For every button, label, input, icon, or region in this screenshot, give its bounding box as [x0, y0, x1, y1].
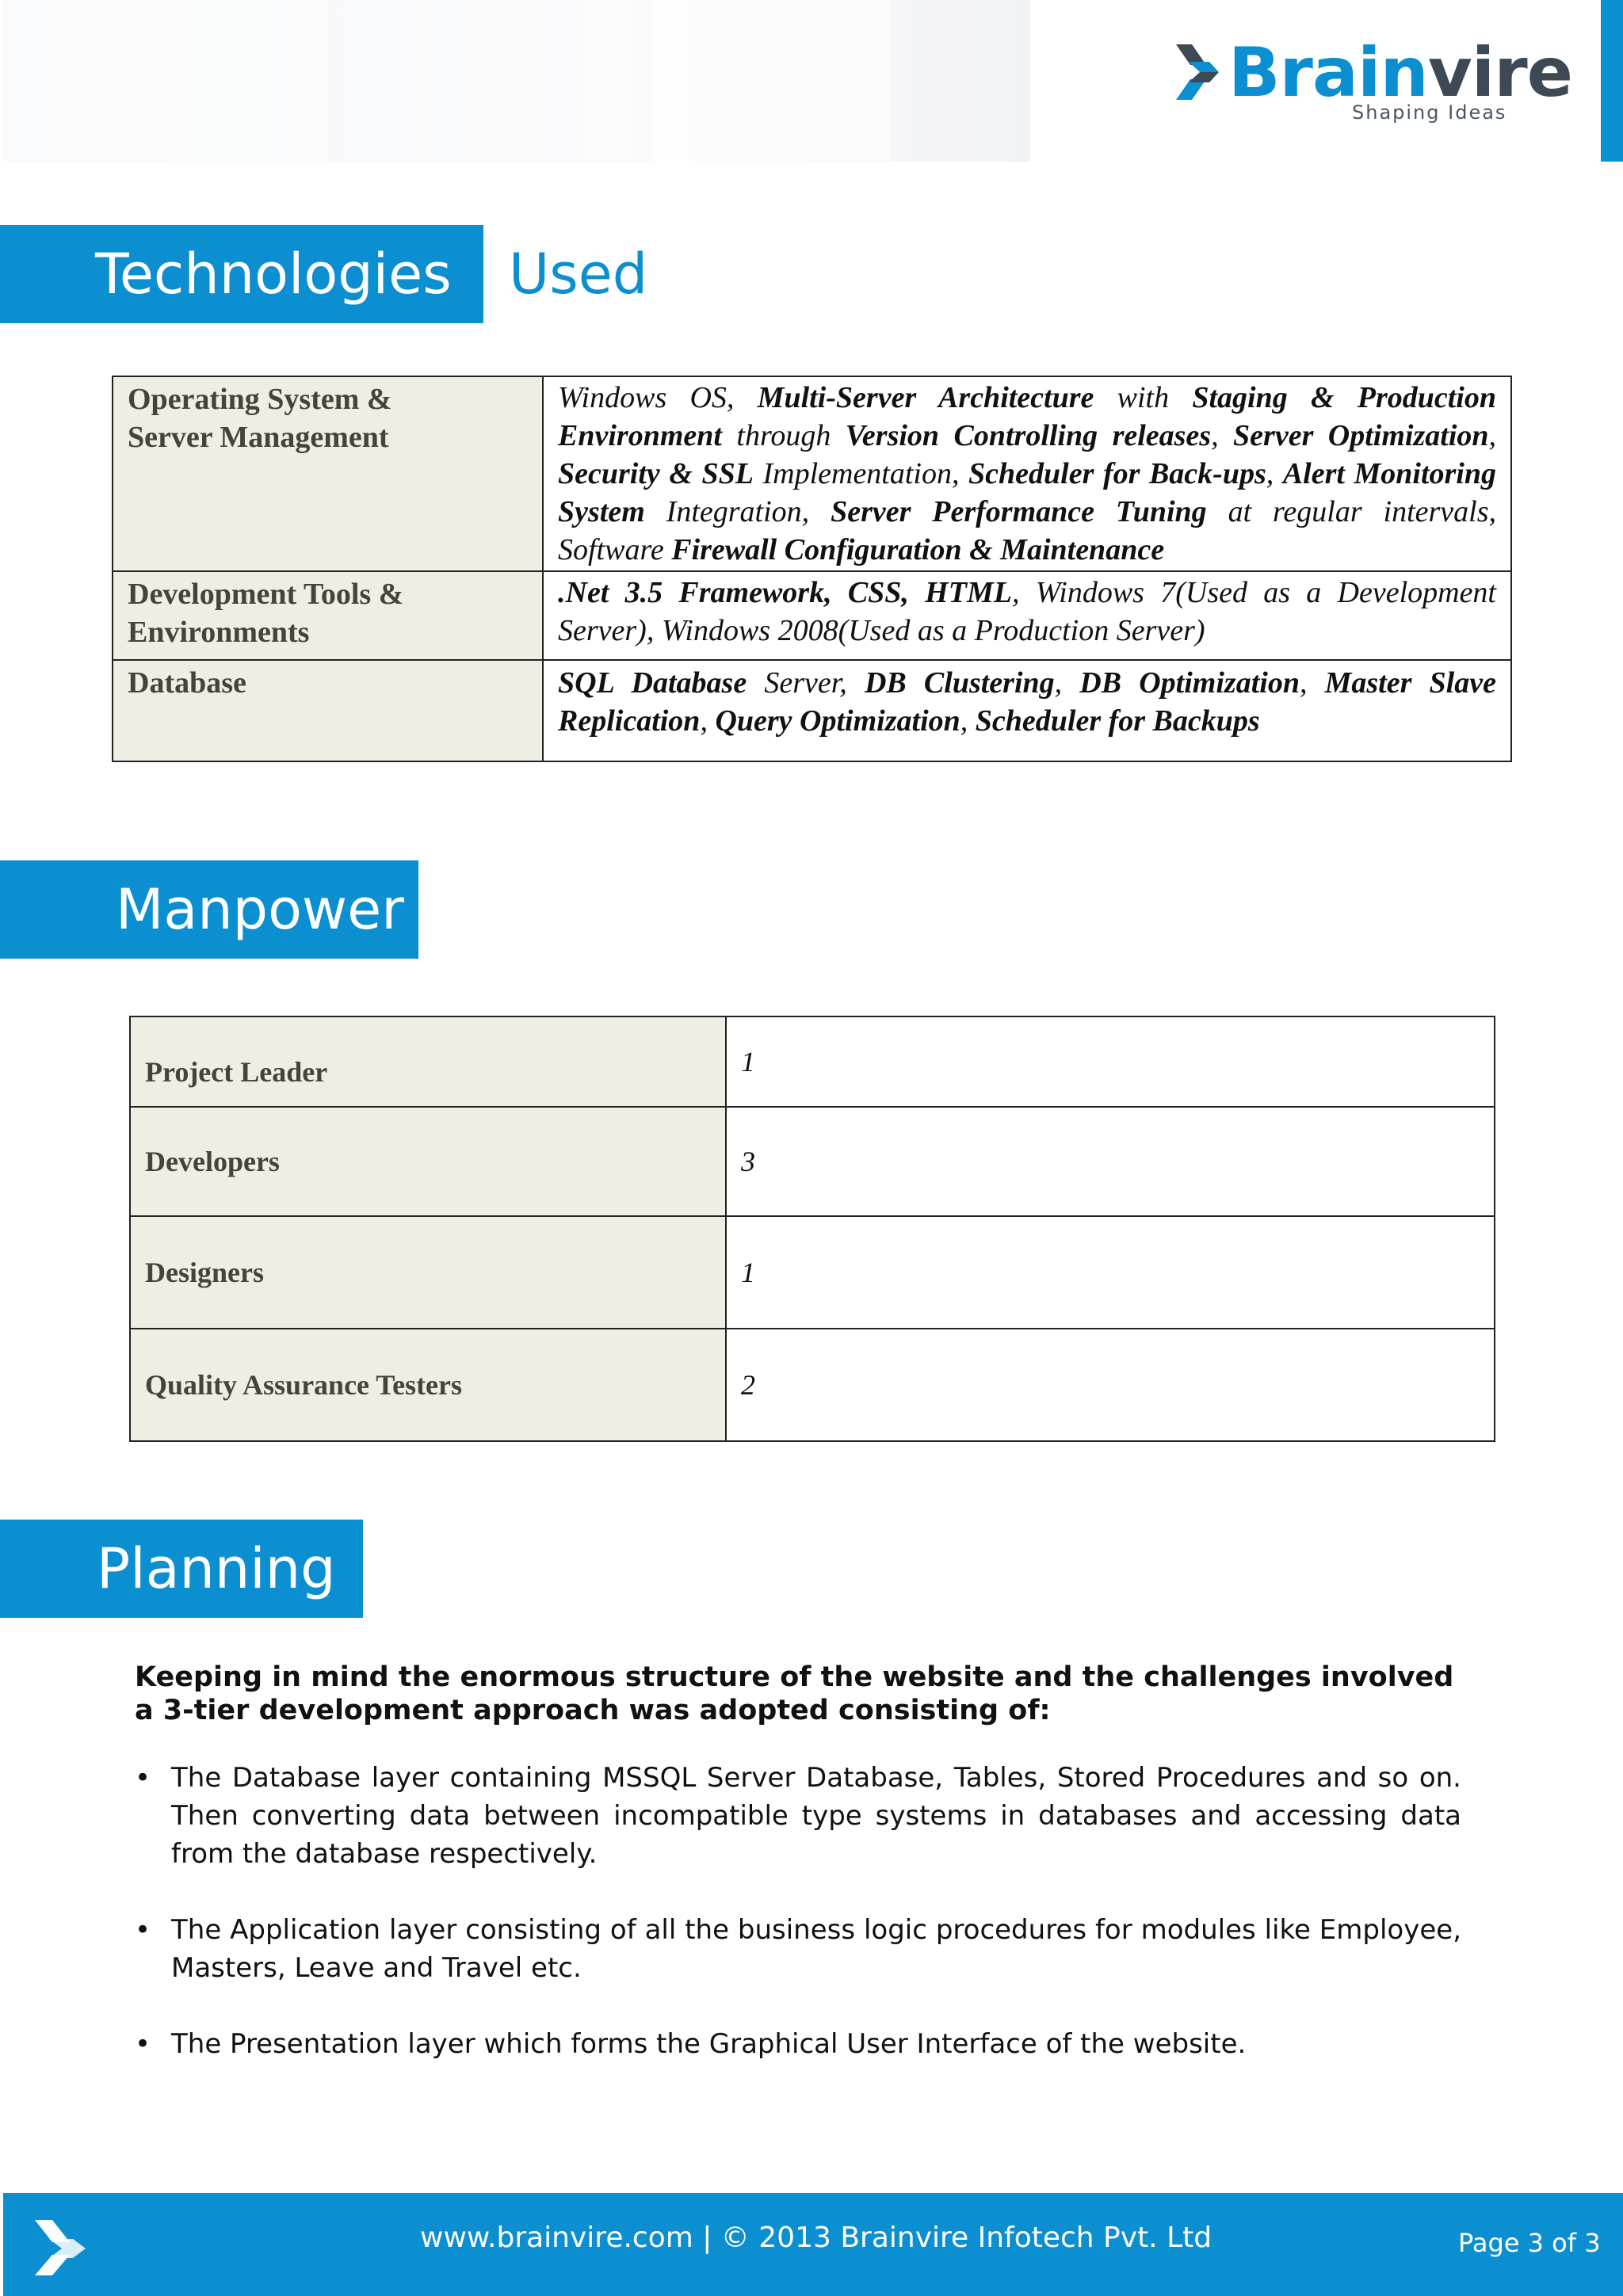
brainvire-logo: [1176, 35, 1572, 130]
tech-highlight: Scheduler for Backups: [975, 704, 1260, 738]
tech-highlight: SQL Database: [558, 666, 747, 700]
bullet-icon: •: [135, 2028, 151, 2060]
tech-highlight: Multi-Server Architecture: [757, 381, 1094, 414]
table-row: [113, 571, 1511, 660]
manpower-count-cell: 2: [726, 1329, 1495, 1441]
table-row: [130, 1329, 1495, 1441]
section-title-manpower: Manpower: [116, 877, 405, 942]
tech-text: ,: [700, 704, 716, 738]
section-heading-technologies: [0, 225, 483, 323]
section-heading-manpower: [0, 860, 418, 959]
tech-value-cell: [543, 571, 1511, 660]
list-item: [135, 1911, 1461, 1987]
tech-highlight: Version Controlling releases: [845, 419, 1212, 452]
tech-text: through: [721, 419, 846, 452]
tech-text: Implementation,: [753, 457, 969, 490]
planning-bullet-list: [135, 1759, 1461, 2101]
table-row: [130, 1016, 1495, 1107]
tech-key-cell: [113, 660, 543, 761]
logo-wordmark: [1228, 35, 1572, 111]
logo-word-brain: Brain: [1228, 33, 1428, 113]
bullet-text: The Database layer containing MSSQL Server Database, Tables, Stored Procedures and so on. Then converting data between incompatible type systems in databases and accessing data from the database respectively.: [171, 1762, 1461, 1870]
tech-text: Server,: [747, 666, 865, 700]
manpower-count-cell: 3: [726, 1107, 1495, 1216]
bullet-text: The Application layer consisting of all the business logic procedures for modules like Employee, Masters, Leave and Travel etc.: [171, 1914, 1461, 1984]
brainvire-logo-icon: [1176, 44, 1219, 100]
tech-highlight: Server Performance Tuning: [831, 495, 1207, 528]
header-tile: [653, 0, 891, 162]
tech-highlight: .Net 3.5 Framework, CSS, HTML: [558, 576, 1012, 609]
manpower-role-cell: Project Leader: [130, 1016, 726, 1107]
tech-text: Windows OS,: [558, 381, 758, 414]
tech-text: ,: [1054, 666, 1080, 700]
table-row: [113, 376, 1511, 571]
manpower-count-cell: 1: [726, 1216, 1495, 1329]
manpower-role-cell: Designers: [130, 1216, 726, 1329]
planning-intro: Keeping in mind the enormous structure of the website and the challenges involved a 3-tier development approach was adopted consisting of:: [135, 1661, 1454, 1726]
technologies-table: [112, 376, 1512, 762]
tech-key-line: Development Tools &: [128, 578, 404, 611]
tech-highlight: Server Optimization: [1233, 419, 1489, 452]
tech-text: ,: [960, 704, 976, 738]
tech-highlight: Scheduler for Back-ups: [968, 457, 1266, 490]
tech-highlight: Query Optimization: [715, 704, 960, 738]
page-footer: [3, 2193, 1623, 2296]
tech-text: ,: [1266, 457, 1283, 490]
tech-highlight: Firewall Configuration & Maintenance: [671, 533, 1165, 566]
table-row: [130, 1216, 1495, 1329]
logo-tagline: Shaping Ideas: [1352, 101, 1507, 124]
tech-highlight: Alert Monitoring System: [558, 457, 1497, 528]
tech-value-cell: [543, 376, 1511, 571]
section-heading-used: Used: [509, 242, 648, 307]
tech-text: ,: [1488, 419, 1497, 452]
section-title-planning: Planning: [97, 1536, 336, 1601]
header-accent-strip: [1601, 0, 1623, 162]
table-row: [113, 660, 1511, 761]
bullet-icon: •: [135, 1762, 151, 1794]
header-tile: [3, 0, 328, 162]
tech-highlight: Security & SSL: [558, 457, 754, 490]
tech-highlight: DB Clustering: [864, 666, 1055, 700]
page-number: Page 3 of 3: [1458, 2228, 1601, 2258]
header-background: [3, 0, 1030, 162]
tech-highlight: Master Slave Replication: [558, 666, 1496, 738]
table-row: [130, 1107, 1495, 1216]
tech-key-line: Database: [128, 666, 246, 700]
tech-text: with: [1094, 381, 1193, 414]
bullet-icon: •: [135, 1914, 151, 1946]
logo-word-vire: vire: [1427, 33, 1572, 113]
tech-text: , Windows 7(Used as a Development Server), Windows 2008(Used as a Production Server): [558, 576, 1496, 647]
manpower-table: [129, 1016, 1495, 1442]
tech-key-line: Environments: [128, 616, 310, 649]
tech-text: ,: [1299, 666, 1325, 700]
manpower-count-cell: 1: [726, 1016, 1495, 1107]
tech-key-cell: [113, 376, 543, 571]
tech-text: Integration,: [644, 495, 831, 528]
brainvire-footer-icon: [35, 2220, 86, 2275]
tech-highlight: DB Optimization: [1079, 666, 1300, 700]
section-heading-planning: [0, 1520, 363, 1618]
tech-text: ,: [1211, 419, 1234, 452]
manpower-role-cell: Developers: [130, 1107, 726, 1216]
tech-key-line: Server Management: [128, 421, 389, 454]
footer-copyright: www.brainvire.com | © 2013 Brainvire Infotech Pvt. Ltd: [420, 2222, 1212, 2254]
tech-value-cell: [543, 660, 1511, 761]
list-item: [135, 1759, 1461, 1873]
tech-key-line: Operating System &: [128, 383, 392, 416]
tech-key-cell: [113, 571, 543, 660]
bullet-text: The Presentation layer which forms the Graphical User Interface of the website.: [171, 2028, 1247, 2060]
tech-text: at regular intervals, Software: [558, 495, 1496, 566]
manpower-role-cell: Quality Assurance Testers: [130, 1329, 726, 1441]
tech-highlight: Staging & Production Environment: [558, 381, 1496, 452]
list-item: [135, 2025, 1461, 2063]
section-title-technologies: Technologies: [95, 242, 452, 307]
